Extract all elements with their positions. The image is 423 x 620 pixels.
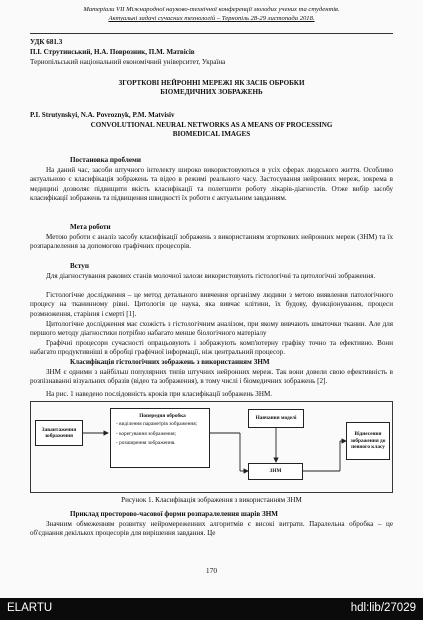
paragraph-parallel: Значним обмеженням розвитку нейромереженних алгоритмів є високі витрати. Паралельна обробка – це об'єднання декількох процесорів для вирішення завдання. Це: [30, 520, 393, 538]
title-en-line-2: BIOMEDICAL IMAGES: [172, 130, 251, 139]
page-number: 170: [205, 566, 218, 575]
preprocessing-title: Попередня обробка: [139, 413, 186, 419]
paragraph-intro-1: Для діагностування ракових станів молочної залози використовують гістологічні та цитологічні зображення.: [46, 272, 376, 280]
preprocessing-item-3: - розширення зображення.: [116, 440, 176, 447]
figure-caption: Рисунок 1. Класифікація зображення з використанням ЗНМ: [121, 496, 302, 504]
preprocessing-item-2: - корегування зображення;: [116, 430, 176, 437]
classification-flow-diagram: [30, 401, 393, 493]
header-rule: [30, 33, 393, 34]
title-ua: [30, 79, 393, 98]
paragraph-problem: На даний час, засоби штучного інтелекту широко використовуються в усіх сферах людського життя. Особливо актуальною є класифікація зображень та відео в режимі реального часу. Застосування нейронних мереж, зокрема в медицині дозволяє підвищити якість класифікації та полегшити роботу лікарів-діагностів. Отже вибір засобу класифікації зображень та підвищення швидкості їх роботи є актуальним завданням.: [30, 166, 393, 203]
paragraph-intro-3: Цитологічне дослідження має схожість з гістологічним аналізом, при якому вивчають шматочки тканин. Але для першого методу діагностики потрібно набагато менше біологічного матеріалу: [30, 320, 393, 338]
title-ua-line-2: БІОМЕДИЧНИХ ЗОБРАЖЕНЬ: [160, 88, 263, 97]
diagram-frame: [31, 402, 393, 493]
section-heading-problem: Постановка проблеми: [70, 156, 141, 164]
title-en-line-1: CONVOLUTIONAL NEURAL NETWORKS AS A MEANS OF PROCESSING: [90, 121, 333, 129]
authors-ua: П.І. Струтинський, Н.А. Поврозник, П.М. Матвісів: [30, 48, 195, 56]
paragraph-classification-2: На рис. 1 наведено послідовність кроків при класифікації зображень ЗНМ.: [46, 390, 273, 398]
handle-id: hdl:lib/27029: [350, 602, 416, 614]
section-heading-goal: Мета роботи: [70, 223, 111, 231]
training-box: [248, 409, 304, 428]
header-line-1: Матеріали VII Міжнародної науково-технічної конференції молодих учених та студентів.: [83, 6, 340, 13]
repository-name: ELARTU: [7, 602, 53, 614]
paragraph-intro-2: Гістологічне дослідження – це метод детального вивчення організму людини з метою виявлення патологічного процесу на тканинному рівні. Цитологія це наука, яка вивчає клітини, їх будову, функціонування, процеси розмноження, старіння і смерті [1].: [30, 291, 393, 318]
section-heading-classification: Класифікація гістологічних зображень з використанням ЗНМ: [70, 358, 270, 366]
input-image-box: [35, 420, 83, 446]
conference-header: [30, 5, 393, 23]
preprocessing-item-1: - виділення параметрів зображення;: [116, 421, 198, 428]
title-en: [30, 121, 393, 140]
section-heading-intro: Вступ: [70, 262, 89, 270]
header-line-2: Актуальні задачі сучасних технологій – Тернопіль 28-29 листопада 2018.: [108, 15, 315, 22]
paragraph-classification-1: ЗНМ є одними з найбільш популярних типів штучних нейронних мереж. Так вони довели свою ефективність в розпізнаванні візуальних образів (відео та зображення), в тому числі і біомедичних зображень [2].: [30, 368, 393, 386]
output-class-box: [346, 422, 390, 460]
title-ua-line-1: ЗГОРТКОВІ НЕЙРОННІ МЕРЕЖІ ЯК ЗАСІБ ОБРОБКИ: [118, 79, 305, 87]
udk-code: УДК 681.3: [30, 38, 63, 46]
cnn-label: ЗНМ: [269, 468, 282, 475]
preprocessing-box: [110, 408, 210, 468]
affiliation-ua: Тернопільський національний економічний університет, Україна: [30, 58, 226, 66]
training-label: Навчання моделі: [255, 415, 297, 422]
diagram-connectors: [30, 401, 393, 493]
output-class-label: Віднесення зображення до певного класу: [350, 431, 386, 451]
paragraph-goal: Метою роботи є аналіз засобу класифікації зображень з використанням згорткових нейронних мереж (ЗНМ) та їх розпаралелення за допомогою графічних процесорів.: [30, 233, 393, 251]
section-heading-parallel: Приклад просторово-часової форми розпаралелення шарів ЗНМ: [70, 510, 278, 518]
paragraph-intro-4: Графічні процесори сучасності опрацьовують і зображують комп'ютерну графіку точно та ефективно. Вони набагато продуктивніші в обробці графічної інформації, ніж центральний процесор.: [30, 339, 393, 357]
input-image-label: Завантаження зображення: [41, 426, 77, 439]
repository-footer: [0, 598, 423, 620]
authors-en: P.I. Strutynskyi, N.A. Povroznyk, P.M. Matvisiv: [30, 111, 175, 119]
cnn-box: [248, 463, 303, 480]
